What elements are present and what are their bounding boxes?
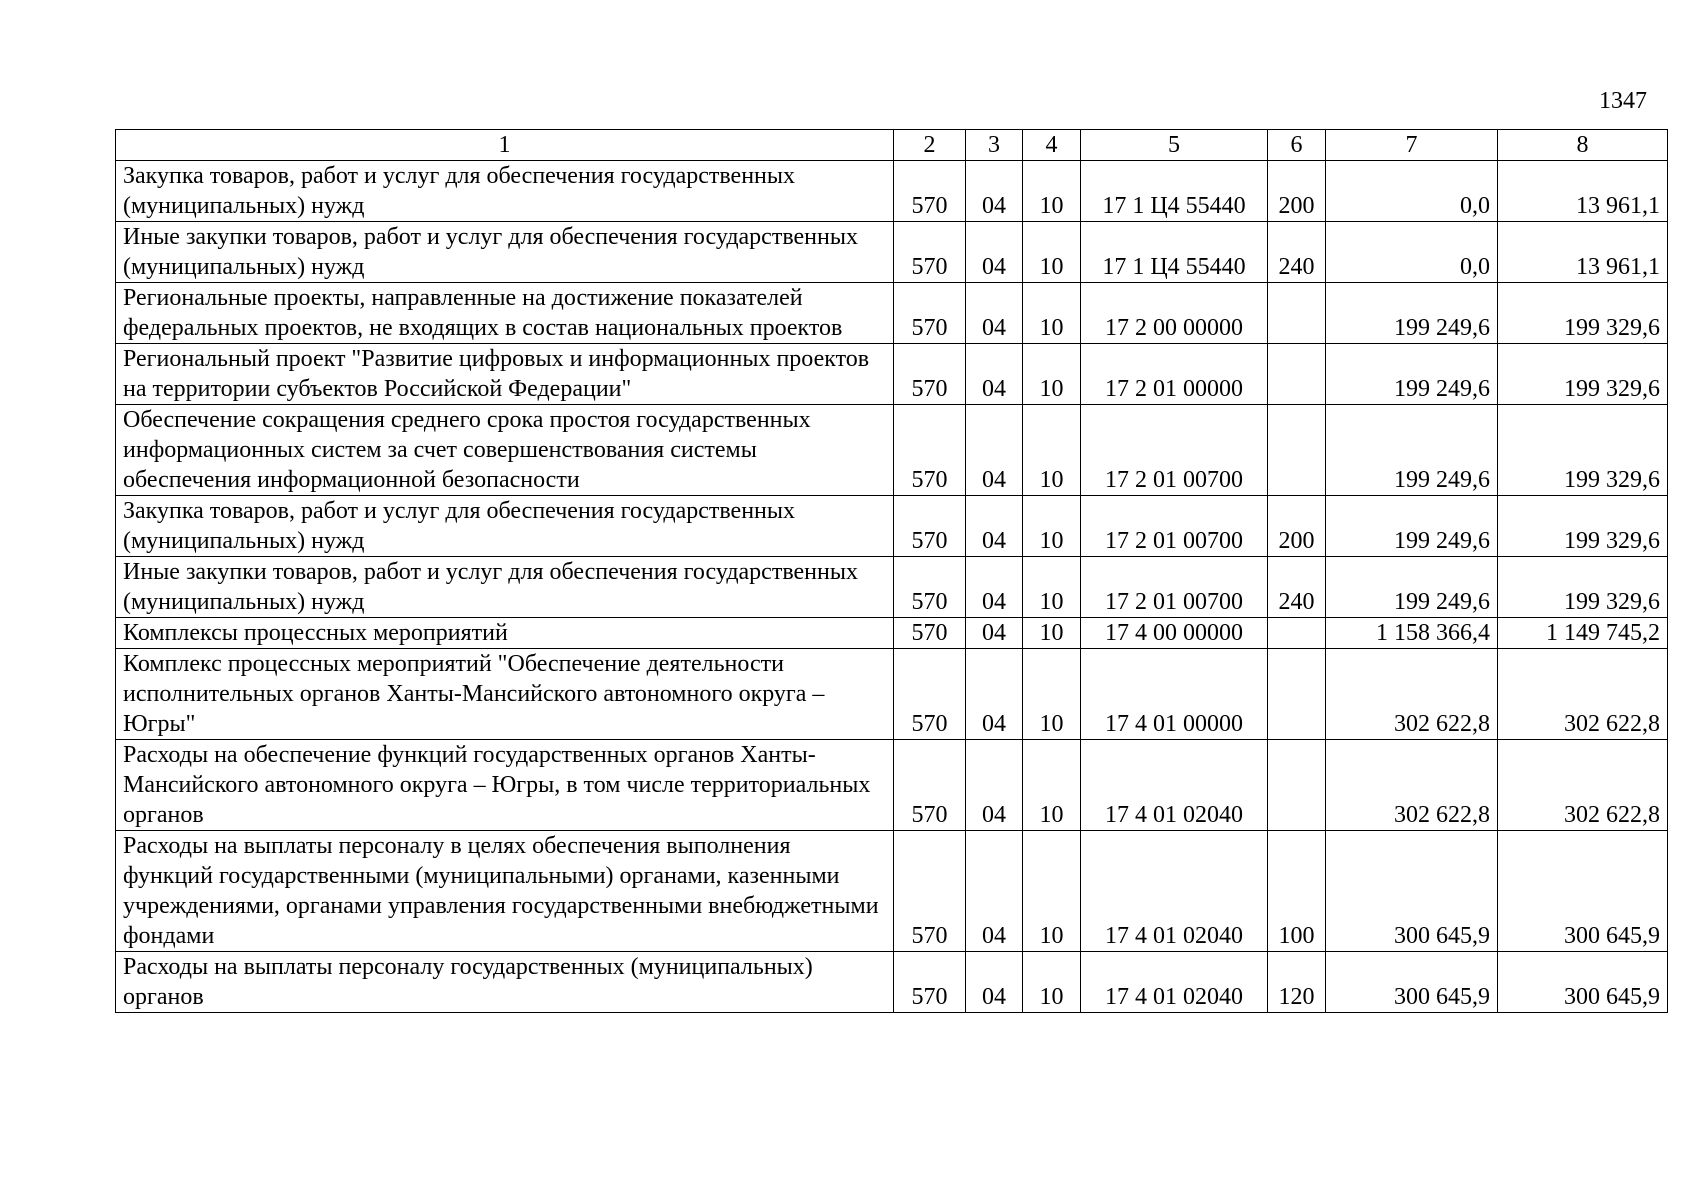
- column-header: 8: [1498, 130, 1668, 161]
- cell-amount-year2: 199 329,6: [1498, 557, 1668, 618]
- cell-target-item: 17 2 01 00000: [1081, 344, 1268, 405]
- cell-amount-year2: 199 329,6: [1498, 344, 1668, 405]
- cell-section: 04: [966, 740, 1023, 831]
- cell-name: Расходы на выплаты персоналу в целях обеспечения выполнения функций государственными (муниципальными) органами, казенными учреждениями, органами управления государственными внебюджетными фондами: [116, 831, 894, 952]
- column-header: 5: [1081, 130, 1268, 161]
- cell-ministry-code: 570: [894, 740, 966, 831]
- table-row: [116, 344, 1668, 405]
- table-body: [116, 161, 1668, 1013]
- cell-amount-year1: 199 249,6: [1326, 557, 1498, 618]
- cell-amount-year2: 199 329,6: [1498, 283, 1668, 344]
- cell-expense-type: 120: [1268, 952, 1326, 1013]
- cell-ministry-code: 570: [894, 557, 966, 618]
- header-row: [116, 130, 1668, 161]
- cell-section: 04: [966, 283, 1023, 344]
- cell-amount-year1: 1 158 366,4: [1326, 618, 1498, 649]
- cell-amount-year2: 1 149 745,2: [1498, 618, 1668, 649]
- cell-section: 04: [966, 161, 1023, 222]
- cell-ministry-code: 570: [894, 831, 966, 952]
- table-row: [116, 161, 1668, 222]
- table-row: [116, 831, 1668, 952]
- cell-expense-type: 100: [1268, 831, 1326, 952]
- cell-expense-type: 200: [1268, 161, 1326, 222]
- table-row: [116, 496, 1668, 557]
- column-header: 1: [116, 130, 894, 161]
- cell-target-item: 17 4 00 00000: [1081, 618, 1268, 649]
- cell-amount-year2: 199 329,6: [1498, 496, 1668, 557]
- cell-expense-type: [1268, 344, 1326, 405]
- table-row: [116, 952, 1668, 1013]
- cell-expense-type: 200: [1268, 496, 1326, 557]
- cell-amount-year2: 300 645,9: [1498, 952, 1668, 1013]
- cell-target-item: 17 4 01 02040: [1081, 952, 1268, 1013]
- cell-amount-year1: 300 645,9: [1326, 831, 1498, 952]
- cell-subsection: 10: [1023, 496, 1081, 557]
- cell-expense-type: 240: [1268, 557, 1326, 618]
- table-row: [116, 649, 1668, 740]
- cell-ministry-code: 570: [894, 952, 966, 1013]
- cell-target-item: 17 4 01 00000: [1081, 649, 1268, 740]
- cell-target-item: 17 2 00 00000: [1081, 283, 1268, 344]
- table-row: [116, 618, 1668, 649]
- cell-amount-year1: 0,0: [1326, 161, 1498, 222]
- cell-subsection: 10: [1023, 557, 1081, 618]
- cell-name: Региональные проекты, направленные на достижение показателей федеральных проектов, не входящих в состав национальных проектов: [116, 283, 894, 344]
- page-number: 1347: [1599, 88, 1647, 114]
- table-row: [116, 283, 1668, 344]
- cell-name: Расходы на выплаты персоналу государственных (муниципальных) органов: [116, 952, 894, 1013]
- cell-expense-type: [1268, 405, 1326, 496]
- cell-name: Иные закупки товаров, работ и услуг для обеспечения государственных (муниципальных) нужд: [116, 222, 894, 283]
- cell-ministry-code: 570: [894, 496, 966, 557]
- cell-amount-year2: 13 961,1: [1498, 161, 1668, 222]
- cell-subsection: 10: [1023, 831, 1081, 952]
- cell-section: 04: [966, 952, 1023, 1013]
- cell-name: Расходы на обеспечение функций государственных органов Ханты-Мансийского автономного округа – Югры, в том числе территориальных органов: [116, 740, 894, 831]
- cell-section: 04: [966, 831, 1023, 952]
- cell-ministry-code: 570: [894, 618, 966, 649]
- cell-section: 04: [966, 405, 1023, 496]
- table-row: [116, 222, 1668, 283]
- cell-name: Обеспечение сокращения среднего срока простоя государственных информационных систем за счет совершенствования системы обеспечения информационной безопасности: [116, 405, 894, 496]
- cell-section: 04: [966, 557, 1023, 618]
- column-header: 6: [1268, 130, 1326, 161]
- cell-subsection: 10: [1023, 161, 1081, 222]
- cell-name: Комплекс процессных мероприятий "Обеспечение деятельности исполнительных органов Ханты-Мансийского автономного округа – Югры": [116, 649, 894, 740]
- cell-amount-year2: 199 329,6: [1498, 405, 1668, 496]
- table-row: [116, 740, 1668, 831]
- cell-target-item: 17 2 01 00700: [1081, 557, 1268, 618]
- column-header: 3: [966, 130, 1023, 161]
- cell-subsection: 10: [1023, 618, 1081, 649]
- cell-expense-type: 240: [1268, 222, 1326, 283]
- cell-amount-year1: 302 622,8: [1326, 740, 1498, 831]
- cell-subsection: 10: [1023, 740, 1081, 831]
- cell-ministry-code: 570: [894, 161, 966, 222]
- cell-name: Иные закупки товаров, работ и услуг для обеспечения государственных (муниципальных) нужд: [116, 557, 894, 618]
- cell-target-item: 17 4 01 02040: [1081, 831, 1268, 952]
- cell-amount-year1: 199 249,6: [1326, 283, 1498, 344]
- cell-amount-year1: 199 249,6: [1326, 344, 1498, 405]
- table-row: [116, 405, 1668, 496]
- cell-expense-type: [1268, 740, 1326, 831]
- column-header: 7: [1326, 130, 1498, 161]
- cell-name: Закупка товаров, работ и услуг для обеспечения государственных (муниципальных) нужд: [116, 161, 894, 222]
- cell-ministry-code: 570: [894, 405, 966, 496]
- cell-subsection: 10: [1023, 952, 1081, 1013]
- cell-subsection: 10: [1023, 222, 1081, 283]
- cell-section: 04: [966, 222, 1023, 283]
- cell-amount-year2: 300 645,9: [1498, 831, 1668, 952]
- table-row: [116, 557, 1668, 618]
- cell-target-item: 17 2 01 00700: [1081, 405, 1268, 496]
- cell-amount-year1: 0,0: [1326, 222, 1498, 283]
- cell-amount-year1: 199 249,6: [1326, 405, 1498, 496]
- cell-section: 04: [966, 618, 1023, 649]
- cell-ministry-code: 570: [894, 344, 966, 405]
- cell-ministry-code: 570: [894, 649, 966, 740]
- cell-ministry-code: 570: [894, 283, 966, 344]
- cell-expense-type: [1268, 649, 1326, 740]
- cell-subsection: 10: [1023, 649, 1081, 740]
- cell-target-item: 17 4 01 02040: [1081, 740, 1268, 831]
- cell-amount-year2: 13 961,1: [1498, 222, 1668, 283]
- cell-target-item: 17 1 Ц4 55440: [1081, 222, 1268, 283]
- cell-section: 04: [966, 496, 1023, 557]
- cell-name: Комплексы процессных мероприятий: [116, 618, 894, 649]
- cell-subsection: 10: [1023, 344, 1081, 405]
- cell-subsection: 10: [1023, 283, 1081, 344]
- column-header: 4: [1023, 130, 1081, 161]
- cell-target-item: 17 2 01 00700: [1081, 496, 1268, 557]
- cell-name: Закупка товаров, работ и услуг для обеспечения государственных (муниципальных) нужд: [116, 496, 894, 557]
- cell-section: 04: [966, 344, 1023, 405]
- cell-amount-year2: 302 622,8: [1498, 740, 1668, 831]
- cell-amount-year1: 302 622,8: [1326, 649, 1498, 740]
- cell-target-item: 17 1 Ц4 55440: [1081, 161, 1268, 222]
- cell-subsection: 10: [1023, 405, 1081, 496]
- cell-ministry-code: 570: [894, 222, 966, 283]
- cell-amount-year1: 300 645,9: [1326, 952, 1498, 1013]
- column-header: 2: [894, 130, 966, 161]
- cell-section: 04: [966, 649, 1023, 740]
- cell-expense-type: [1268, 283, 1326, 344]
- cell-amount-year1: 199 249,6: [1326, 496, 1498, 557]
- budget-table: [115, 129, 1668, 1013]
- cell-expense-type: [1268, 618, 1326, 649]
- cell-name: Региональный проект "Развитие цифровых и информационных проектов на территории субъектов Российской Федерации": [116, 344, 894, 405]
- cell-amount-year2: 302 622,8: [1498, 649, 1668, 740]
